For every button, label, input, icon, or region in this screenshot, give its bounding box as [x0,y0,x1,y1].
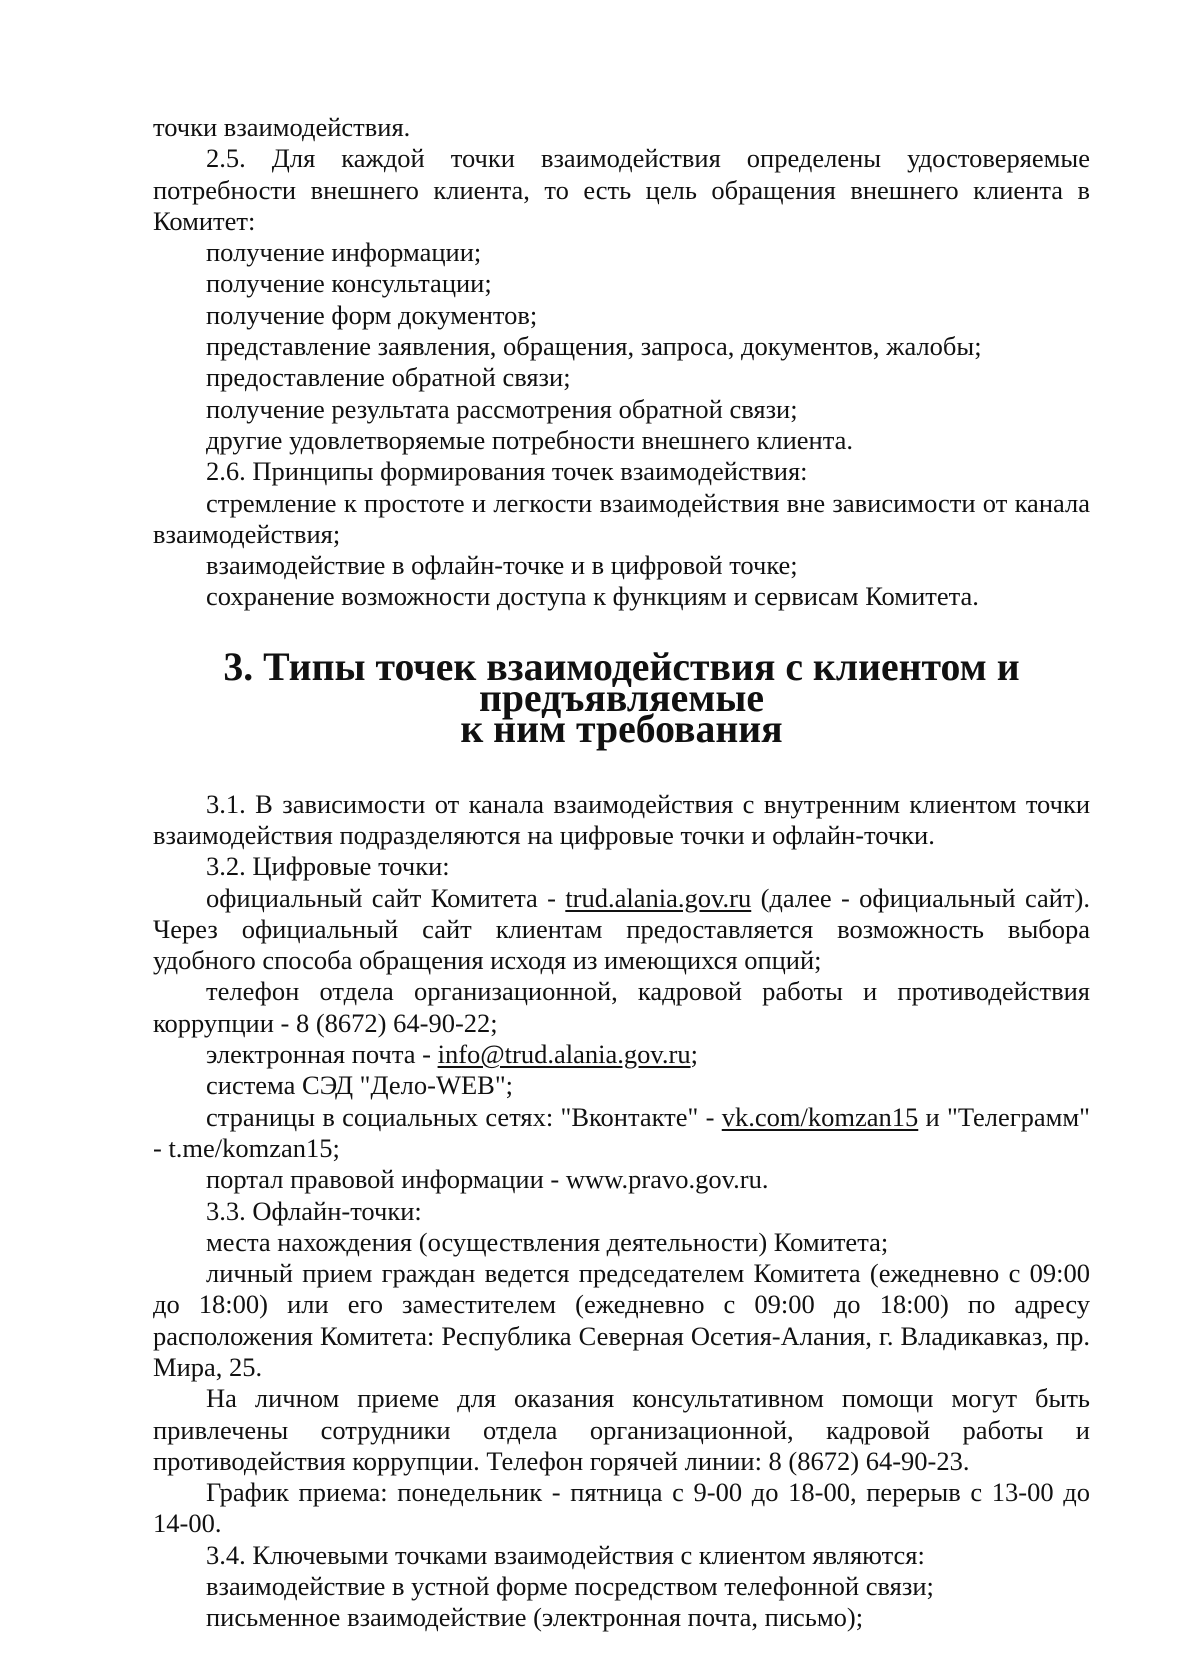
paragraph-continuation: точки взаимодействия. [153,112,411,142]
paragraph-2-6: 2.6. Принципы формирования точек взаимодействия: [206,456,808,487]
list-item-access: сохранение возможности доступа к функциям и сервисам Комитета. [206,581,979,612]
paragraph-3-3: 3.3. Офлайн-точки: [206,1195,422,1226]
paragraph-2-5: 2.5. Для каждой точки взаимодействия определены удостоверяемые потребности внешнего клиента, то есть цель обращения внешнего клиента в Комитет: [153,143,1090,236]
list-item-feedback-result: получение результата рассмотрения обратной связи; [206,393,798,424]
paragraph-3-1: 3.1. В зависимости от канала взаимодействия с внутренним клиентом точки взаимодействия подразделяются на цифровые точки и офлайн-точки. [153,788,1090,850]
paragraph-places: места нахождения (осуществления деятельности) Комитета; [206,1226,889,1257]
section-3-heading [153,644,1090,752]
list-item-consultation: получение консультации; [206,268,492,299]
list-item-written: письменное взаимодействие (электронная почта, письмо); [206,1602,864,1633]
list-item-feedback: предоставление обратной связи; [206,362,571,393]
paragraph-staff: На личном приеме для оказания консультативном помощи могут быть привлечены сотрудники отдела организационной, кадровой работы и противодействия коррупции. Телефон горячей линии: 8 (8672) 64-90-23. [153,1383,1090,1476]
list-item-oral: взаимодействие в устной форме посредством телефонной связи; [206,1571,934,1602]
site-suffix: (далее - официальный сайт). Через официальный сайт клиентам предоставляется возможность выбора удобного способа обращения исходя из имеющихся опций; [153,882,1090,976]
paragraph-3-4: 3.4. Ключевыми точками взаимодействия с клиентом являются: [206,1539,925,1570]
paragraph-sed: система СЭД "Дело-WEB"; [206,1070,514,1101]
paragraph-reception: личный прием граждан ведется председателем Комитета (ежедневно с 09:00 до 18:00) или его заместителем (ежедневно с 09:00 до 18:00) по адресу расположения Комитета: Республика Северная Осетия-Алания, г. Владикавказ, пр. Мира, 25. [153,1258,1090,1382]
list-item-offline-digital: взаимодействие в офлайн-точке и в цифровой точке; [206,550,798,581]
social-suffix: и "Телеграмм" - t.me/komzan15; [153,1101,1091,1163]
list-item-application: представление заявления, обращения, запроса, документов, жалобы; [206,331,982,362]
vk-link[interactable]: vk.com/komzan15 [721,1101,919,1132]
list-item-forms: получение форм документов; [206,299,538,330]
official-site-link[interactable]: trud.alania.gov.ru [565,882,752,913]
list-item-info: получение информации; [206,237,482,268]
list-item-simplicity: стремление к простоте и легкости взаимодействия вне зависимости от канала взаимодействия; [153,487,1090,549]
paragraph-social [153,1102,1090,1165]
paragraph-phone-dept: телефон отдела организационной, кадровой работы и противодействия коррупции - 8 (8672) 64-90-22; [153,976,1090,1038]
email-prefix: электронная почта - [206,1039,438,1070]
email-suffix: ; [690,1039,698,1070]
paragraph-email [153,1039,1090,1070]
site-prefix: официальный сайт Комитета - [206,882,566,913]
paragraph-schedule: График приема: понедельник - пятница с 9-00 до 18-00, перерыв с 13-00 до 14-00. [153,1477,1090,1539]
social-prefix: страницы в социальных сетях: "Вконтакте" - [206,1101,722,1132]
section-3-heading-line-2: к ним требования [460,707,783,752]
paragraph-3-2: 3.2. Цифровые точки: [206,851,450,882]
paragraph-official-site [153,883,1090,977]
list-item-other-needs: другие удовлетворяемые потребности внешнего клиента. [206,424,853,455]
paragraph-portal: портал правовой информации - www.pravo.gov.ru. [206,1164,769,1195]
section-3-heading-line-1: 3. Типы точек взаимодействия с клиентом и предъявляемые [223,644,1020,721]
email-link[interactable]: info@trud.alania.gov.ru [437,1039,691,1070]
